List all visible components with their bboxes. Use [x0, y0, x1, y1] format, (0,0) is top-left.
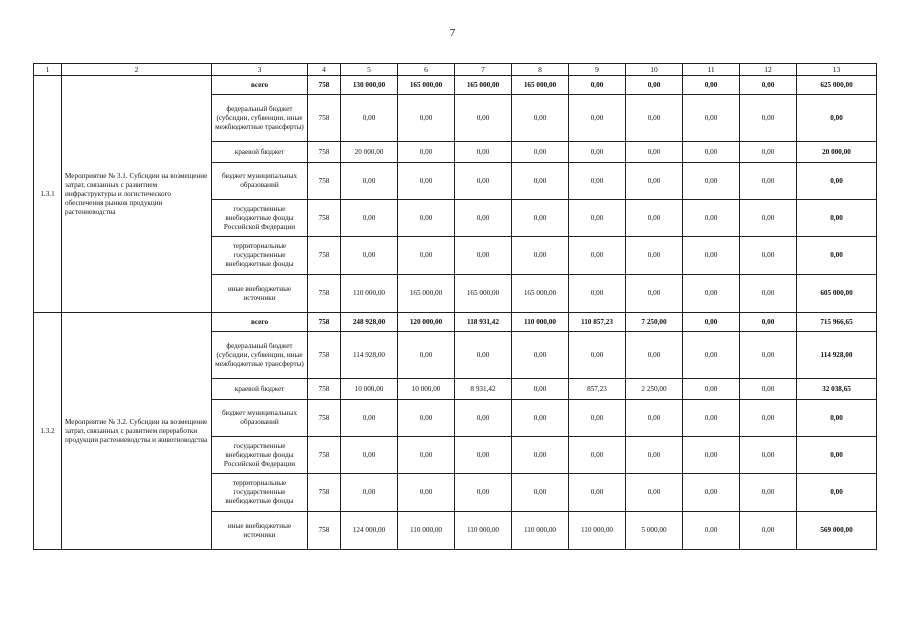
funding-source: бюджет муниципальных образований: [212, 400, 308, 437]
value-cell: 2 250,00: [626, 379, 683, 400]
column-header: 11: [683, 64, 740, 76]
value-cell: 0,00: [341, 95, 398, 142]
value-cell: 0,00: [569, 142, 626, 163]
value-cell: 0,00: [512, 437, 569, 474]
funding-source: всего: [212, 76, 308, 95]
budget-code: 758: [308, 163, 341, 200]
total-value-cell: 0,00: [797, 163, 877, 200]
value-cell: 0,00: [626, 163, 683, 200]
value-cell: 0,00: [626, 474, 683, 512]
value-cell: 0,00: [740, 400, 797, 437]
value-cell: 0,00: [398, 142, 455, 163]
value-cell: 0,00: [740, 237, 797, 275]
value-cell: 0,00: [455, 200, 512, 237]
value-cell: 124 000,00: [341, 512, 398, 550]
total-value-cell: 114 928,00: [797, 332, 877, 379]
value-cell: 0,00: [626, 76, 683, 95]
value-cell: 0,00: [455, 95, 512, 142]
value-cell: 0,00: [569, 474, 626, 512]
value-cell: 0,00: [683, 437, 740, 474]
value-cell: 0,00: [512, 474, 569, 512]
value-cell: 7 250,00: [626, 313, 683, 332]
value-cell: 0,00: [683, 379, 740, 400]
column-header: 8: [512, 64, 569, 76]
value-cell: 5 000,00: [626, 512, 683, 550]
value-cell: 0,00: [569, 163, 626, 200]
total-value-cell: 625 000,00: [797, 76, 877, 95]
value-cell: 118 931,42: [455, 313, 512, 332]
total-value-cell: 0,00: [797, 237, 877, 275]
budget-code: 758: [308, 95, 341, 142]
budget-code: 758: [308, 437, 341, 474]
value-cell: 0,00: [740, 313, 797, 332]
value-cell: 0,00: [341, 237, 398, 275]
value-cell: 0,00: [512, 95, 569, 142]
value-cell: 0,00: [398, 474, 455, 512]
value-cell: 0,00: [626, 275, 683, 313]
value-cell: 0,00: [569, 400, 626, 437]
value-cell: 0,00: [455, 332, 512, 379]
value-cell: 0,00: [626, 95, 683, 142]
value-cell: 0,00: [683, 275, 740, 313]
column-header: 3: [212, 64, 308, 76]
budget-code: 758: [308, 332, 341, 379]
value-cell: 0,00: [341, 200, 398, 237]
column-header: 1: [34, 64, 62, 76]
budget-table: [33, 63, 877, 550]
value-cell: 110 000,00: [341, 275, 398, 313]
value-cell: 0,00: [569, 95, 626, 142]
funding-source: федеральный бюджет (субсидии, субвенции, иные межбюджетные трансферты): [212, 332, 308, 379]
value-cell: 0,00: [683, 400, 740, 437]
value-cell: 0,00: [740, 95, 797, 142]
measure-name: Мероприятие № 3.1. Субсидии на возмещение затрат, связанных с развитием инфраструктуры и логистического обеспечения рынков продукции растениеводства: [62, 76, 212, 313]
value-cell: 0,00: [683, 332, 740, 379]
column-number-row: [34, 64, 877, 76]
budget-code: 758: [308, 76, 341, 95]
value-cell: 0,00: [626, 332, 683, 379]
value-cell: 0,00: [569, 437, 626, 474]
value-cell: 0,00: [683, 95, 740, 142]
funding-source: государственные внебюджетные фонды Российской Федерации: [212, 437, 308, 474]
value-cell: 0,00: [398, 163, 455, 200]
value-cell: 0,00: [398, 200, 455, 237]
budget-code: 758: [308, 142, 341, 163]
value-cell: 0,00: [626, 142, 683, 163]
measure-name: Мероприятие № 3.2. Субсидии на возмещение затрат, связанных с развитием переработки продукции растениеводства и животноводства: [62, 313, 212, 550]
value-cell: 0,00: [398, 95, 455, 142]
value-cell: 165 000,00: [398, 275, 455, 313]
value-cell: 0,00: [626, 200, 683, 237]
value-cell: 0,00: [512, 163, 569, 200]
total-value-cell: 569 000,00: [797, 512, 877, 550]
funding-source: всего: [212, 313, 308, 332]
funding-source: краевой бюджет: [212, 142, 308, 163]
column-header: 2: [62, 64, 212, 76]
value-cell: 0,00: [683, 200, 740, 237]
value-cell: 0,00: [455, 163, 512, 200]
value-cell: 0,00: [512, 142, 569, 163]
value-cell: 0,00: [455, 474, 512, 512]
total-value-cell: 715 966,65: [797, 313, 877, 332]
value-cell: 110 000,00: [512, 313, 569, 332]
value-cell: 0,00: [512, 200, 569, 237]
total-value-cell: 20 000,00: [797, 142, 877, 163]
column-header: 13: [797, 64, 877, 76]
value-cell: 130 000,00: [341, 76, 398, 95]
budget-code: 758: [308, 275, 341, 313]
total-value-cell: 0,00: [797, 95, 877, 142]
value-cell: 857,23: [569, 379, 626, 400]
value-cell: 0,00: [341, 163, 398, 200]
value-cell: 165 000,00: [455, 275, 512, 313]
value-cell: 165 000,00: [398, 76, 455, 95]
value-cell: 0,00: [569, 237, 626, 275]
value-cell: 0,00: [341, 437, 398, 474]
page-number: 7: [449, 27, 456, 39]
total-value-cell: 32 038,65: [797, 379, 877, 400]
budget-code: 758: [308, 379, 341, 400]
value-cell: 0,00: [626, 400, 683, 437]
value-cell: 0,00: [455, 142, 512, 163]
total-value-cell: 0,00: [797, 400, 877, 437]
column-header: 10: [626, 64, 683, 76]
value-cell: 110 000,00: [569, 512, 626, 550]
value-cell: 110 000,00: [455, 512, 512, 550]
value-cell: 0,00: [398, 237, 455, 275]
value-cell: 0,00: [569, 332, 626, 379]
measure-number: 1.3.1: [34, 76, 62, 313]
value-cell: 0,00: [740, 200, 797, 237]
budget-code: 758: [308, 200, 341, 237]
column-header: 7: [455, 64, 512, 76]
value-cell: 0,00: [341, 474, 398, 512]
value-cell: 0,00: [455, 237, 512, 275]
value-cell: 165 000,00: [512, 275, 569, 313]
value-cell: 0,00: [740, 142, 797, 163]
funding-source: территориальные государственные внебюджетные фонды: [212, 474, 308, 512]
value-cell: 0,00: [341, 400, 398, 437]
value-cell: 0,00: [512, 332, 569, 379]
column-header: 9: [569, 64, 626, 76]
value-cell: 114 928,00: [341, 332, 398, 379]
column-header: 4: [308, 64, 341, 76]
value-cell: 10 000,00: [398, 379, 455, 400]
value-cell: 0,00: [740, 163, 797, 200]
value-cell: 0,00: [512, 379, 569, 400]
value-cell: 0,00: [683, 76, 740, 95]
value-cell: 248 928,00: [341, 313, 398, 332]
value-cell: 0,00: [740, 512, 797, 550]
value-cell: 0,00: [683, 142, 740, 163]
column-header: 6: [398, 64, 455, 76]
funding-source: государственные внебюджетные фонды Российской Федерации: [212, 200, 308, 237]
value-cell: 8 931,42: [455, 379, 512, 400]
funding-source: федеральный бюджет (субсидии, субвенции, иные межбюджетные трансферты): [212, 95, 308, 142]
value-cell: 0,00: [512, 237, 569, 275]
funding-source: территориальные государственные внебюджетные фонды: [212, 237, 308, 275]
value-cell: 0,00: [740, 332, 797, 379]
total-value-cell: 605 000,00: [797, 275, 877, 313]
total-value-cell: 0,00: [797, 437, 877, 474]
total-value-cell: 0,00: [797, 474, 877, 512]
total-value-cell: 0,00: [797, 200, 877, 237]
funding-source: иные внебюджетные источники: [212, 275, 308, 313]
value-cell: 0,00: [683, 237, 740, 275]
table-row: [34, 313, 877, 332]
value-cell: 0,00: [569, 275, 626, 313]
value-cell: 0,00: [740, 437, 797, 474]
value-cell: 0,00: [455, 400, 512, 437]
value-cell: 110 857,23: [569, 313, 626, 332]
value-cell: 0,00: [740, 474, 797, 512]
value-cell: 0,00: [740, 76, 797, 95]
value-cell: 0,00: [740, 275, 797, 313]
value-cell: 0,00: [398, 332, 455, 379]
funding-source: бюджет муниципальных образований: [212, 163, 308, 200]
value-cell: 0,00: [683, 512, 740, 550]
value-cell: 0,00: [740, 379, 797, 400]
value-cell: 0,00: [569, 76, 626, 95]
value-cell: 0,00: [626, 437, 683, 474]
budget-code: 758: [308, 237, 341, 275]
value-cell: 165 000,00: [512, 76, 569, 95]
value-cell: 0,00: [683, 313, 740, 332]
measure-number: 1.3.2: [34, 313, 62, 550]
value-cell: 110 000,00: [398, 512, 455, 550]
budget-code: 758: [308, 512, 341, 550]
column-header: 5: [341, 64, 398, 76]
value-cell: 10 000,00: [341, 379, 398, 400]
column-header: 12: [740, 64, 797, 76]
budget-code: 758: [308, 313, 341, 332]
table-body: [34, 64, 877, 550]
value-cell: 0,00: [683, 474, 740, 512]
budget-code: 758: [308, 474, 341, 512]
funding-source: краевой бюджет: [212, 379, 308, 400]
value-cell: 0,00: [455, 437, 512, 474]
value-cell: 0,00: [569, 200, 626, 237]
value-cell: 0,00: [398, 400, 455, 437]
value-cell: 20 000,00: [341, 142, 398, 163]
value-cell: 0,00: [512, 400, 569, 437]
budget-code: 758: [308, 400, 341, 437]
value-cell: 120 000,00: [398, 313, 455, 332]
value-cell: 165 000,00: [455, 76, 512, 95]
table-row: [34, 76, 877, 95]
value-cell: 0,00: [626, 237, 683, 275]
value-cell: 0,00: [398, 437, 455, 474]
value-cell: 110 000,00: [512, 512, 569, 550]
value-cell: 0,00: [683, 163, 740, 200]
funding-source: иные внебюджетные источники: [212, 512, 308, 550]
